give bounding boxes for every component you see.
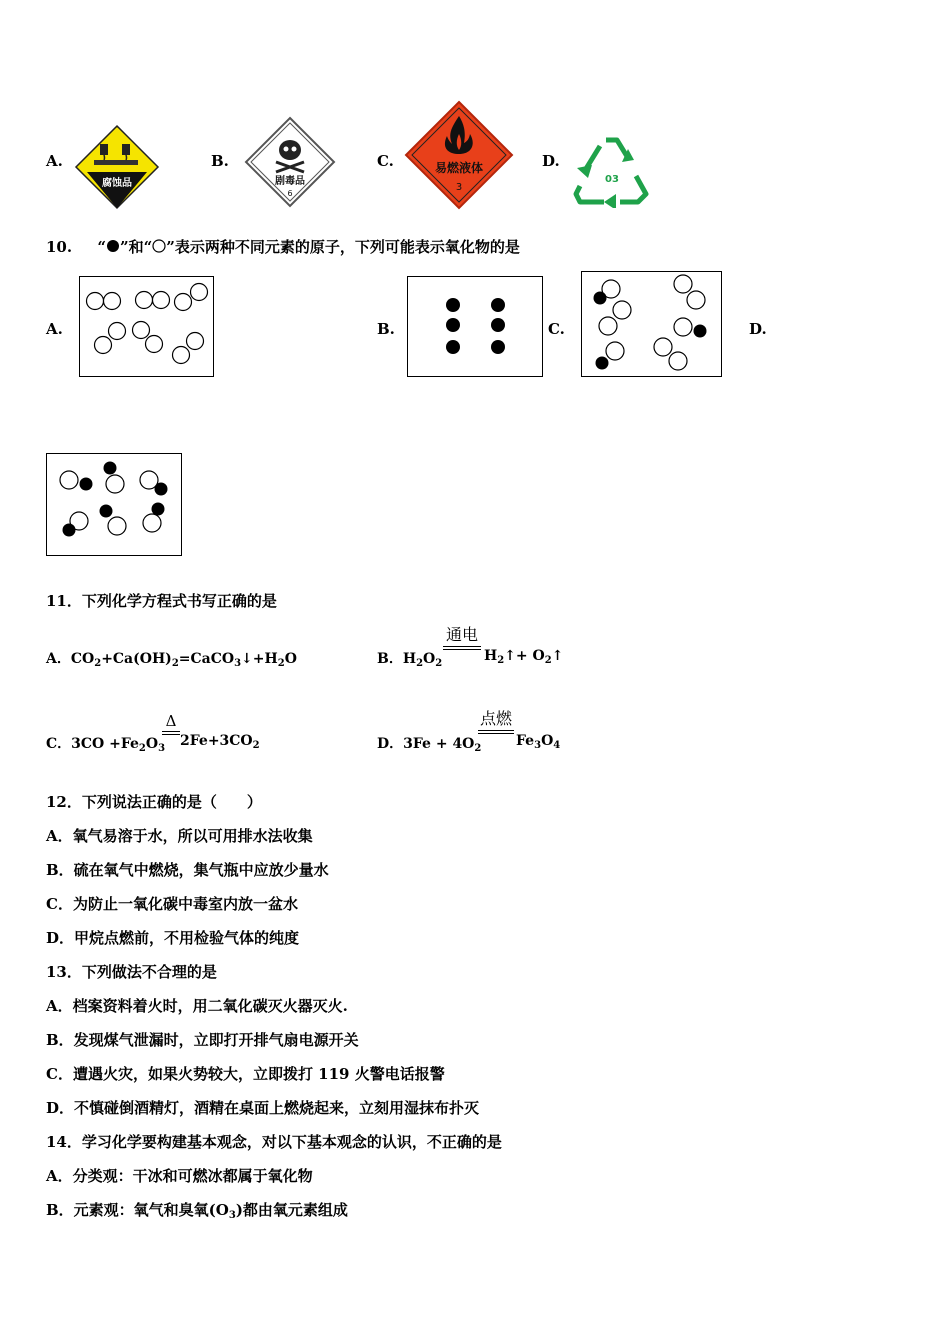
q11-stem: 11．下列化学方程式书写正确的是 xyxy=(46,592,277,610)
filled-atom-icon xyxy=(106,239,120,253)
q10-option-b-label: B. xyxy=(377,320,395,338)
q10-stem-pre: “ xyxy=(97,238,106,256)
flammable-liquid-icon xyxy=(404,100,514,210)
recycle-icon-text: 03 xyxy=(605,174,619,185)
flammable-liquid-icon-text: 易燃液体 xyxy=(434,161,484,175)
q10-option-d-label: D. xyxy=(749,320,767,338)
q12-option-a: A．氧气易溶于水，所以可用排水法收集 xyxy=(46,827,313,845)
q11-c-condition: Δ xyxy=(162,712,180,735)
q14-stem: 14．学习化学要构建基本观念，对以下基本观念的认识，不正确的是 xyxy=(46,1133,502,1151)
q10-stem-mid1: ”和“ xyxy=(119,238,153,256)
q11-option-b-products: $H_2↑+$ $O_2↑$ xyxy=(484,648,564,666)
q13-option-c: C．遭遇火灾，如果火势较大，立即拨打 119 火警电话报警 xyxy=(46,1065,445,1083)
corrosive-icon-text: 腐蚀品 xyxy=(102,178,132,189)
toxic-icon-text: 剧毒品 xyxy=(275,176,305,187)
q13-option-d: D．不慎碰倒酒精灯，酒精在桌面上燃烧起来，立刻用湿抹布扑灭 xyxy=(46,1099,480,1117)
q11-option-c-products: $2Fe+3CO_2$ xyxy=(180,733,260,751)
q12-option-d: D．甲烷点燃前，不用检验气体的纯度 xyxy=(46,929,300,947)
q11-option-a: A．$CO_2+Ca(OH)_2=CaCO_3↓+H_2O$ xyxy=(46,651,297,669)
q11-option-c: C．$3CO +Fe_2O_3$ xyxy=(46,736,166,754)
q9-option-c-label: C. xyxy=(377,152,394,170)
q13-option-b: B．发现煤气泄漏时，立即打开排气扇电源开关 xyxy=(46,1031,359,1049)
q11-d-condition: 点燃 xyxy=(478,706,514,734)
q9-option-a-label: A. xyxy=(46,152,63,170)
q10-option-c-label: C. xyxy=(548,320,565,338)
q10-stem-mid2: ”表示两种不同元素的原子，下列可能表示氧化物的是 xyxy=(166,238,520,256)
corrosive-icon xyxy=(74,124,160,210)
q13-stem: 13．下列做法不合理的是 xyxy=(46,963,217,981)
q14-option-b: B．元素观：氧气和臭氧$(O_3)$都由氧元素组成 xyxy=(46,1201,348,1221)
q13-option-a: A．档案资料着火时，用二氧化碳灭火器灭火. xyxy=(46,997,348,1015)
q10-option-b-diagram xyxy=(407,276,543,377)
q11-option-b: B．$H_2O_2$ xyxy=(377,651,443,669)
toxic-icon-num: 6 xyxy=(287,189,293,198)
q11-option-d: D．$3Fe + 4O_2$ xyxy=(377,736,482,754)
q11-option-d-products: $Fe_3O_4$ xyxy=(516,733,561,751)
q14-option-a: A．分类观：干冰和可燃冰都属于氧化物 xyxy=(46,1167,313,1185)
toxic-icon xyxy=(244,116,336,208)
q10-option-d-diagram xyxy=(46,453,182,556)
q10-option-a-label: A. xyxy=(46,320,63,338)
q12-stem: 12．下列说法正确的是（ ） xyxy=(46,793,262,811)
hollow-atom-icon xyxy=(152,239,166,253)
q10-number: 10. xyxy=(46,238,73,256)
recycle-icon xyxy=(570,132,654,208)
q9-option-b-label: B. xyxy=(211,152,229,170)
q12-option-b: B．硫在氧气中燃烧，集气瓶中应放少量水 xyxy=(46,861,329,879)
q10-option-c-diagram xyxy=(581,271,722,377)
q10-stem xyxy=(46,236,520,257)
q11-b-condition: 通电 xyxy=(443,622,481,650)
q9-option-d-label: D. xyxy=(542,152,560,170)
flammable-liquid-icon-num: 3 xyxy=(455,182,463,193)
q12-option-c: C．为防止一氧化碳中毒室内放一盆水 xyxy=(46,895,298,913)
q10-option-a-diagram xyxy=(79,276,214,377)
